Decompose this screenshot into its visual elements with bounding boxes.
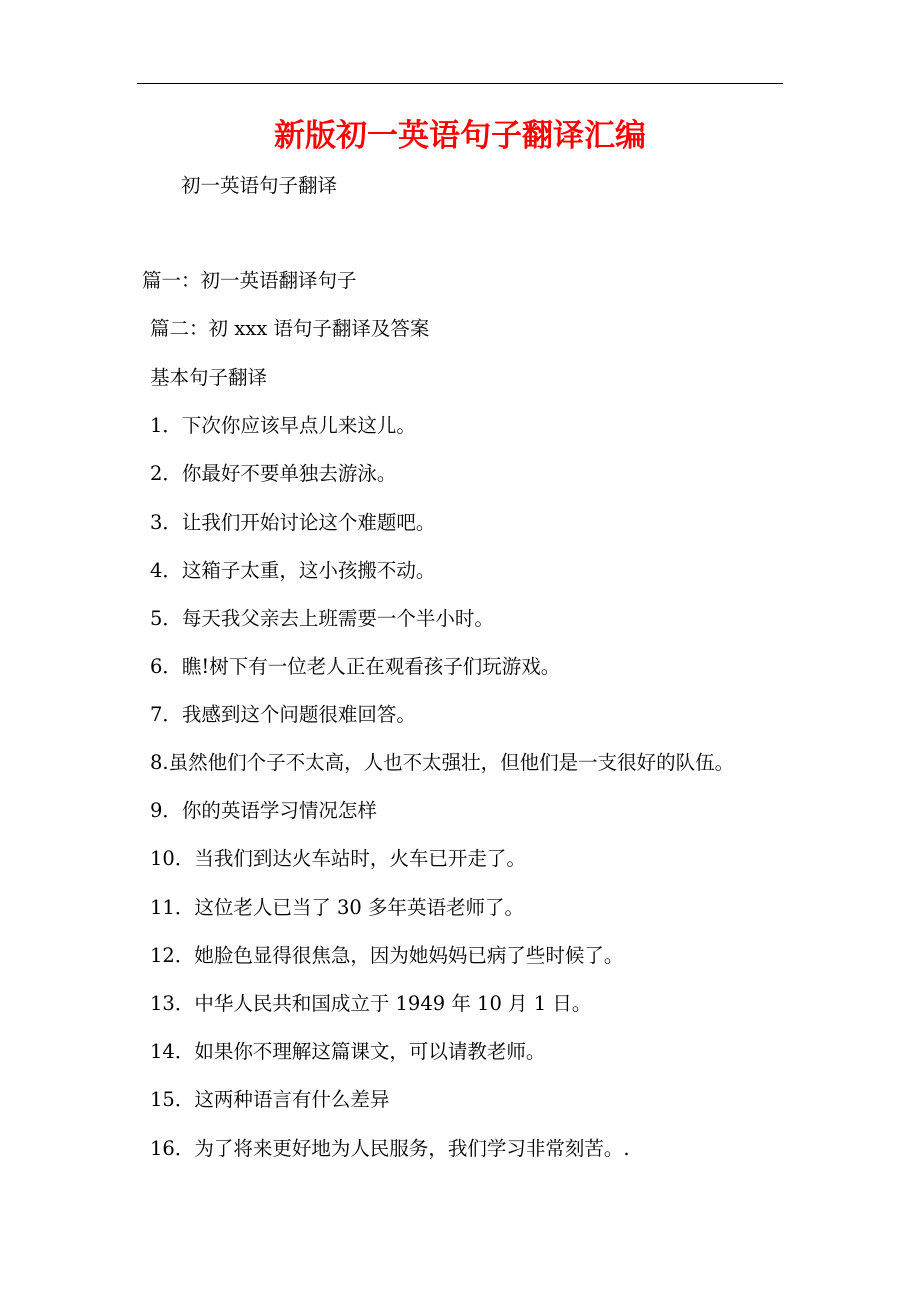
list-item: 8.虽然他们个子不太高，人也不太强壮，但他们是一支很好的队伍。	[150, 751, 735, 774]
list-item: 1．下次你应该早点儿来这儿。	[150, 414, 416, 437]
list-item: 13．中华人民共和国成立于 1949 年 10 月 1 日。	[150, 992, 592, 1015]
section-heading-2: 篇二：初 xxx 语句子翻译及答案	[150, 317, 430, 340]
list-item: 3．让我们开始讨论这个难题吧。	[150, 511, 436, 534]
list-item: 4．这箱子太重，这小孩搬不动。	[150, 559, 436, 582]
list-item: 14．如果你不理解这篇课文，可以请教老师。	[150, 1040, 546, 1063]
list-item: 2．你最好不要单独去游泳。	[150, 462, 397, 485]
header-rule	[137, 83, 783, 84]
list-item: 5．每天我父亲去上班需要一个半小时。	[150, 607, 494, 630]
list-item: 9．你的英语学习情况怎样	[150, 799, 377, 822]
list-item: 10．当我们到达火车站时，火车已开走了。	[150, 847, 526, 870]
document-subtitle: 初一英语句子翻译	[181, 174, 338, 197]
list-item: 11．这位老人已当了 30 多年英语老师了。	[150, 896, 525, 919]
list-item: 7．我感到这个问题很难回答。	[150, 703, 416, 726]
list-item: 6．瞧!树下有一位老人正在观看孩子们玩游戏。	[150, 655, 561, 678]
document-title: 新版初一英语句子翻译汇编	[274, 118, 646, 154]
subsection-heading: 基本句子翻译	[150, 366, 268, 389]
list-item: 15．这两种语言有什么差异	[150, 1088, 390, 1111]
list-item: 16．为了将来更好地为人民服务，我们学习非常刻苦。.	[150, 1137, 630, 1160]
list-item: 12．她脸色显得很焦急，因为她妈妈已病了些时候了。	[150, 944, 624, 967]
section-heading-1: 篇一：初一英语翻译句子	[142, 269, 357, 292]
